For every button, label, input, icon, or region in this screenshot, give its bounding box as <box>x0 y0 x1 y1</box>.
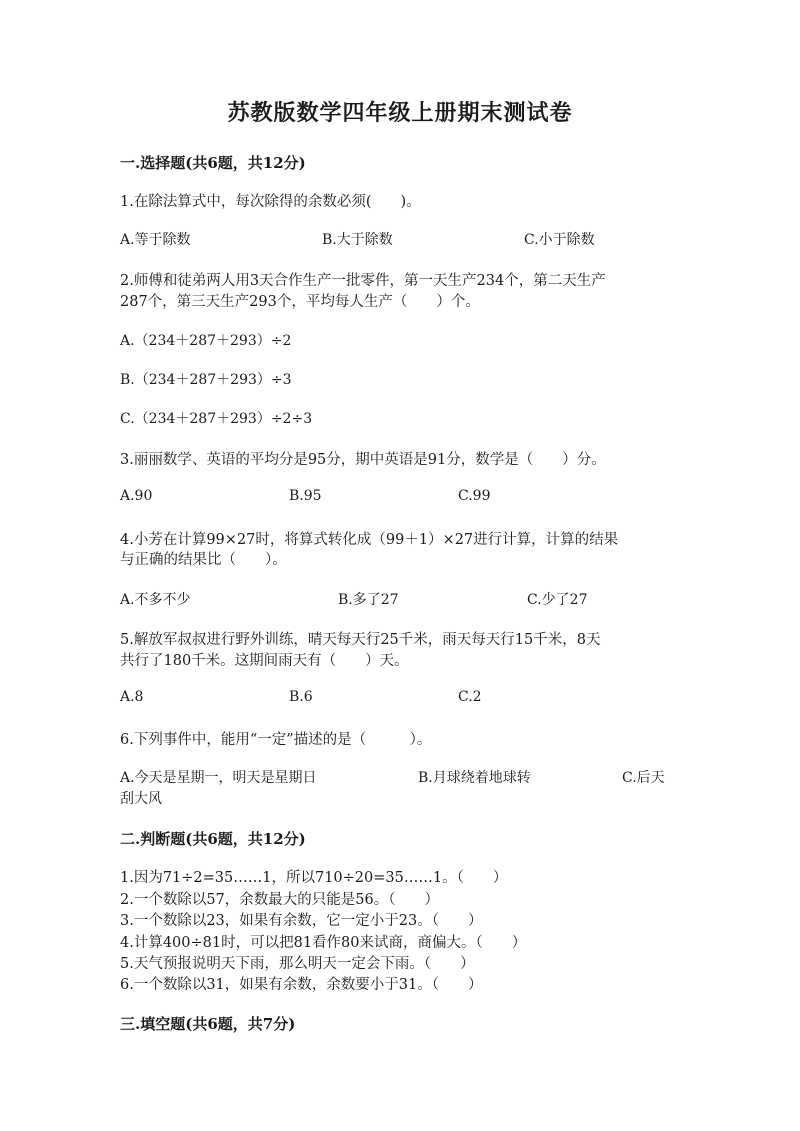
option-5b: B.6 <box>289 689 313 705</box>
option-3c: C.99 <box>458 488 491 504</box>
section-heading-choice: 一.选择题(共6题，共12分) <box>120 154 306 172</box>
judge-item-1: 1.因为71÷2=35……1，所以710÷20=35……1。（ ） <box>120 870 508 886</box>
option-6c: C.后天 <box>622 770 665 786</box>
option-6b: B.月球绕着地球转 <box>418 770 531 786</box>
option-2c: C.（234＋287＋293）÷2÷3 <box>120 411 313 427</box>
question-5-line2: 共行了180千米。这期间雨天有（ ）天。 <box>120 653 409 669</box>
judge-item-6: 6.一个数除以31，如果有余数，余数要小于31。（ ） <box>120 977 483 993</box>
option-4c: C.少了27 <box>527 592 588 608</box>
option-2b: B.（234＋287＋293）÷3 <box>120 372 292 388</box>
question-6: 6.下列事件中，能用“一定”描述的是（ ）。 <box>120 732 432 748</box>
judge-item-2: 2.一个数除以57，余数最大的只能是56。（ ） <box>120 892 439 908</box>
judge-item-4: 4.计算400÷81时，可以把81看作80来试商，商偏大。（ ） <box>120 935 527 951</box>
option-6a: A.今天是星期一，明天是星期日 <box>120 770 317 786</box>
option-6c-continued: 刮大风 <box>120 791 162 807</box>
option-3a: A.90 <box>120 488 153 504</box>
question-1: 1.在除法算式中，每次除得的余数必须( )。 <box>120 194 421 210</box>
option-4b: B.多了27 <box>338 592 399 608</box>
option-5c: C.2 <box>458 689 482 705</box>
option-4a: A.不多不少 <box>120 592 191 608</box>
judge-item-3: 3.一个数除以23，如果有余数，它一定小于23。（ ） <box>120 913 483 929</box>
option-5a: A.8 <box>120 689 144 705</box>
question-2-line1: 2.师傅和徒弟两人用3天合作生产一批零件，第一天生产234个，第二天生产 <box>120 273 606 289</box>
question-4-line1: 4.小芳在计算99×27时，将算式转化成（99＋1）×27进行计算，计算的结果 <box>120 532 619 548</box>
section-heading-fill: 三.填空题(共6题，共7分) <box>120 1015 296 1033</box>
option-1c: C.小于除数 <box>524 232 595 248</box>
page-title: 苏教版数学四年级上册期末测试卷 <box>227 100 573 126</box>
option-2a: A.（234＋287＋293）÷2 <box>120 333 292 349</box>
question-4-line2: 与正确的结果比（ ）。 <box>120 552 287 568</box>
question-5-line1: 5.解放军叔叔进行野外训练，晴天每天行25千米，雨天每天行15千米，8天 <box>120 632 601 648</box>
option-1a: A.等于除数 <box>120 232 191 248</box>
question-3: 3.丽丽数学、英语的平均分是95分，期中英语是91分，数学是（ ）分。 <box>120 452 606 468</box>
judge-item-5: 5.天气预报说明天下雨，那么明天一定会下雨。（ ） <box>120 956 475 972</box>
question-2-line2: 287个，第三天生产293个，平均每人生产（ ）个。 <box>120 294 480 310</box>
option-1b: B.大于除数 <box>322 232 393 248</box>
option-3b: B.95 <box>289 488 322 504</box>
section-heading-judge: 二.判断题(共6题，共12分) <box>120 830 306 848</box>
